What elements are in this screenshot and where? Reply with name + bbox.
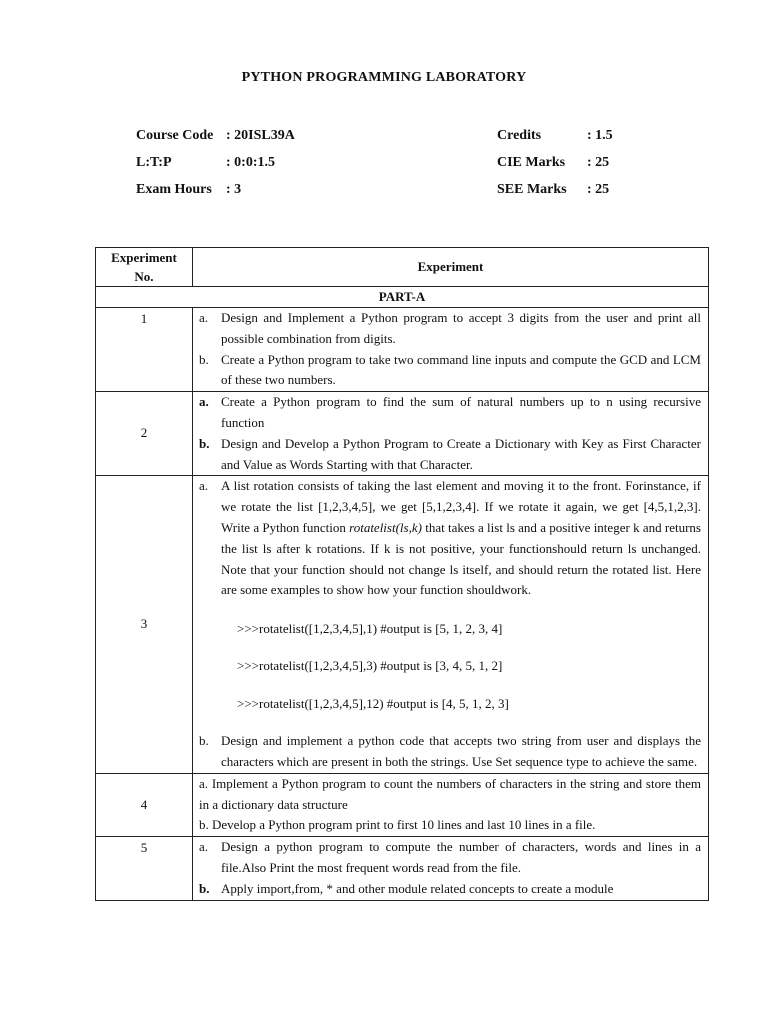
table-row [96, 773, 709, 836]
item-text-part: that takes a list ls and a positive integer k and returns the list ls after k rotations. If k is not positive, your functionshould return ls unchanged. Note that your function should not change ls itself, and should return the rotated list. Here are some examples to show how your function shouldwork. [221, 519, 701, 598]
part-heading: PART-A [96, 287, 709, 308]
info-value: : 25 [587, 182, 610, 197]
info-value: : 3 [226, 182, 242, 197]
experiment-description [193, 308, 709, 392]
ltp-row [136, 153, 295, 180]
experiment-number: 3 [96, 476, 193, 773]
item-marker: b. [199, 351, 209, 367]
header-no-line1: Experiment [111, 250, 177, 265]
item-marker: a. [199, 394, 209, 410]
item-text: Design and implement a python code that accepts two string from user and displays the characters which are present in both the strings. Use Set sequence type to achieve the same. [221, 733, 701, 769]
item-marker: a. [199, 310, 209, 325]
course-info-right [497, 126, 613, 207]
experiment-description [193, 392, 709, 476]
list-item [199, 350, 701, 392]
list-item [199, 392, 701, 434]
table-row [96, 476, 709, 773]
header-experiment: Experiment [193, 248, 709, 287]
item-text [221, 476, 701, 601]
info-label: Course Code [136, 128, 214, 143]
see-marks-row [497, 180, 613, 207]
experiment-description [193, 773, 709, 836]
experiment-number: 1 [96, 308, 193, 392]
list-item: a. Implement a Python program to count the numbers of characters in the string and store them in a dictionary data structure [199, 775, 701, 812]
cie-marks-row [497, 153, 613, 180]
list-item [199, 879, 701, 900]
info-label: Exam Hours [136, 182, 212, 197]
info-label: L:T:P [136, 155, 172, 170]
experiment-number: 5 [96, 837, 193, 900]
table-row [96, 308, 709, 392]
experiment-description [193, 837, 709, 900]
list-item [199, 308, 701, 350]
page-title: PYTHON PROGRAMMING LABORATORY [241, 70, 527, 85]
list-item [199, 837, 701, 879]
info-label: CIE Marks [497, 155, 566, 170]
part-row [96, 287, 709, 308]
list-item [199, 434, 701, 476]
course-info-left [136, 126, 295, 207]
item-marker: b. [199, 880, 210, 896]
list-item: b. Develop a Python program print to first 10 lines and last 10 lines in a file. [199, 817, 596, 833]
item-text: Apply import,from, * and other module related concepts to create a module [221, 880, 614, 896]
experiments-table [95, 247, 709, 901]
item-text: Create a Python program to take two command line inputs and compute the GCD and LCM of these two numbers. [221, 351, 701, 388]
course-code-row [136, 126, 295, 153]
item-text: Design a python program to compute the number of characters, words and lines in a file.Also Print the most frequent words read from the file. [221, 839, 701, 875]
item-marker: a. [199, 839, 209, 855]
info-label: SEE Marks [497, 182, 567, 197]
exam-hours-row [136, 180, 295, 207]
info-value: : 1.5 [587, 128, 613, 143]
item-text: Create a Python program to find the sum of natural numbers up to n using recursive function [221, 394, 701, 430]
info-value: : 25 [587, 155, 610, 170]
table-row [96, 837, 709, 900]
item-text: Design and Implement a Python program to accept 3 digits from the user and print all possible combination from digits. [221, 310, 701, 346]
code-example: >>>rotatelist([1,2,3,4,5],3) #output is [3, 4, 5, 1, 2] [237, 658, 503, 674]
item-marker: b. [199, 435, 210, 451]
info-label: Credits [497, 128, 542, 143]
item-text-part: A list rotation consists of taking the last element and moving it to the front. Forinstance, if we rotate the list [1,2,3,4,5], we get [5,1,2,3,4]. If we rotate it again, we get [4,5,1,2,3]. Write a Python function [221, 478, 701, 535]
experiment-description [193, 476, 709, 773]
table-row [96, 392, 709, 476]
item-text: Design and Develop a Python Program to Create a Dictionary with Key as First Character and Value as Words Starting with that Character. [221, 435, 701, 472]
code-example: >>>rotatelist([1,2,3,4,5],1) #output is [5, 1, 2, 3, 4] [237, 620, 503, 636]
list-item [199, 731, 701, 773]
item-marker: a. [199, 478, 209, 494]
list-item [199, 476, 701, 601]
header-no-line2: No. [134, 269, 154, 284]
experiment-number: 2 [96, 392, 193, 476]
item-marker: b. [199, 733, 209, 749]
header-experiment-no [96, 248, 193, 287]
info-value: : 0:0:1.5 [226, 155, 275, 170]
code-example: >>>rotatelist([1,2,3,4,5],12) #output is [4, 5, 1, 2, 3] [237, 695, 509, 711]
info-value: : 20ISL39A [226, 128, 295, 143]
experiment-number: 4 [96, 773, 193, 836]
function-name: rotatelist(ls,k) [349, 519, 422, 535]
credits-row [497, 126, 613, 153]
table-header-row [96, 248, 709, 287]
